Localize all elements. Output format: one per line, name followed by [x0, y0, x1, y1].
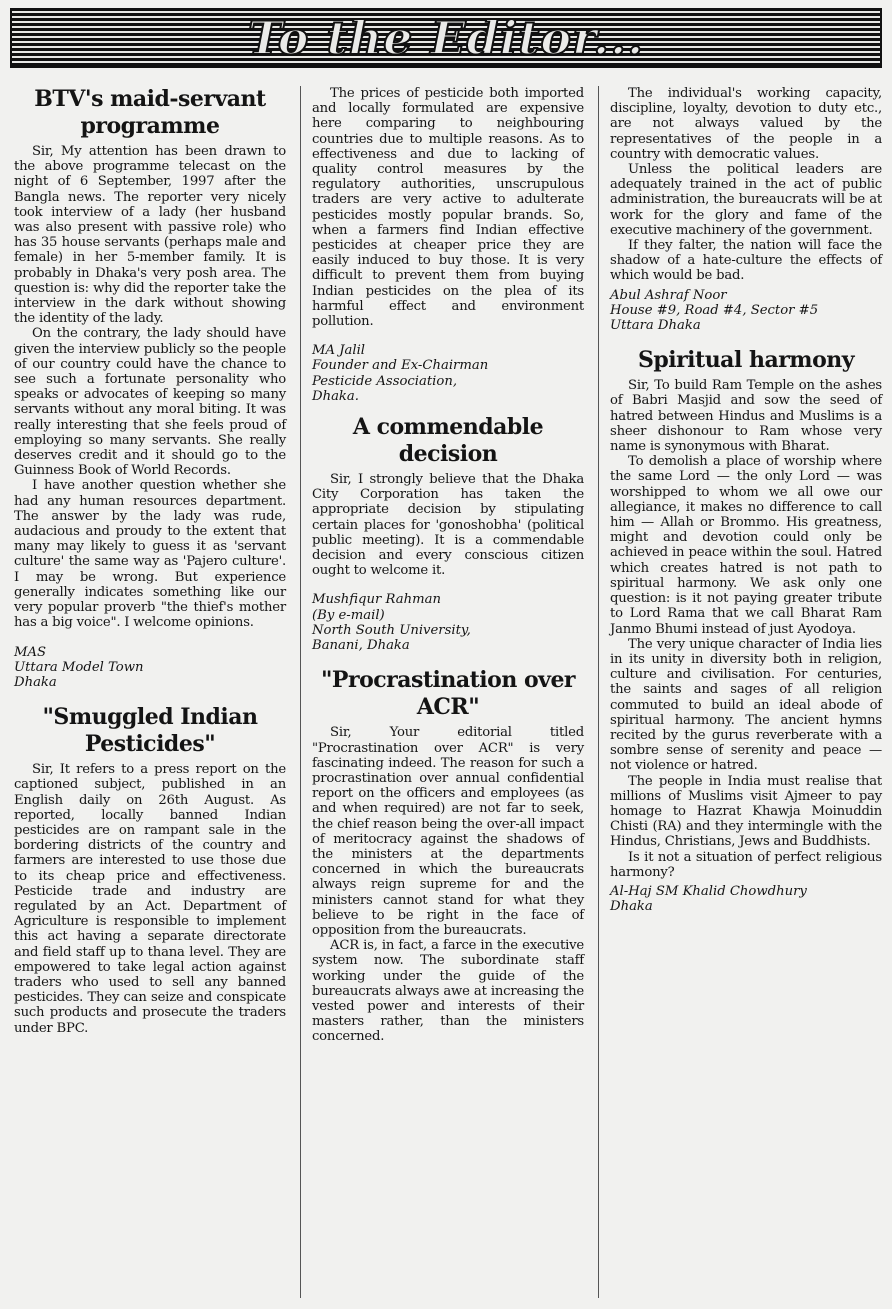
letter-signature [312, 343, 584, 404]
signature-line: Dhaka [14, 674, 57, 690]
letter-commendable-decision [312, 414, 584, 653]
letter-spiritual-harmony [610, 347, 882, 914]
signature-line: Pesticide Association, [312, 373, 458, 389]
signature-line: Banani, Dhaka [312, 638, 410, 654]
column-divider [300, 86, 301, 1298]
letter-headline: "Smuggled Indian Pesticides" [42, 704, 258, 758]
signature-line: Mushfiqur Rahman [312, 592, 441, 608]
signature-line: Founder and Ex-Chairman [312, 358, 489, 374]
signature-line: Abul Ashraf Noor [610, 287, 727, 303]
letter-paragraph: Sir, To build Ram Temple on the ashes of Babri Masjid and sow the seed of hatred between Hindus and Muslims is a sheer dishonour to Ram whose very name is synonymous with Bharat. [610, 378, 882, 455]
signature-line: (By e-mail) [312, 607, 385, 623]
letter-paragraph: Is it not a situation of perfect religious harmony? [610, 849, 882, 880]
letter-signature [610, 288, 882, 334]
letter-paragraph: The people in India must realise that millions of Muslims visit Ajmeer to pay homage to Hazrat Khawja Moinuddin Chisti (RA) and they intermingle with the Hindus, Christians, Jews and Buddhists. [610, 773, 882, 850]
signature-line: Dhaka. [312, 388, 359, 404]
signature-line: MAS [14, 644, 47, 660]
column-divider [598, 86, 599, 1298]
letter-paragraph: On the contrary, the lady should have given the interview publicly so the people of our country could have the chance to see such a fortunate personality who speaks or advocates of keeping so many servants without any moral biting. It was really interesting that she feels proud of employing so many servants. She really deserves credit and it should go to the Guinness Book of World Records. [14, 326, 286, 479]
letter-signature [610, 884, 882, 914]
letter-smuggled-pesticides-continued [312, 86, 584, 404]
letter-paragraph: The very unique character of India lies in its unity in diversity both in religion, culture and civilisation. For centuries, the saints and sages of all religion commuted to build an ideal abode of spiritual harmony. The ancient hymns recited by the gurus reverberate with a sombre sense of serenity and peace — not violence or hatred. [610, 636, 882, 774]
signature-line: Dhaka [610, 899, 653, 915]
letter-paragraph: Unless the political leaders are adequately trained in the act of public administration, the bureaucrats will be at work for the glory and fame of the executive machinery of the government. [610, 162, 882, 238]
letter-paragraph: The prices of pesticide both imported and locally formulated are expensive here comparing to neighbouring countries due to multiple reasons. As to effectiveness and due to lacking of quality control measures by the regulatory authorities, unscrupulous traders are very active to adulterate pesticides mostly popular brands. So, when a farmers find Indian effective pesticides at cheaper price they are easily induced to buy those. It is very difficult to prevent them from buying Indian pesticides on the plea of its harmful effect and environment pollution. [312, 86, 584, 330]
letter-smuggled-pesticides [14, 704, 286, 1036]
letter-signature [312, 592, 584, 653]
letter-paragraph: If they falter, the nation will face the shadow of a hate-culture the effects of which would be bad. [610, 238, 882, 284]
letter-procrastination-acr [312, 667, 584, 1044]
letter-paragraph: Sir, My attention has been drawn to the above programme telecast on the night of 6 September, 1997 after the Bangla news. The reporter very nicely took interview of a lady (her husband was also present with passive role) who has 35 house servants (perhaps male and female) in her 5-member family. It is probably in Dhaka's very posh area. The question is: why did the reporter take the interview in the dark without showing the identity of the lady. [14, 144, 286, 327]
signature-line: House #9, Road #4, Sector #5 [610, 302, 819, 318]
editor-banner [10, 8, 882, 68]
column-3 [610, 86, 882, 914]
letter-headline: A commendable decision [352, 414, 544, 468]
signature-line: North South University, [312, 622, 471, 638]
letter-btv-maid-servant [14, 86, 286, 690]
letter-paragraph: Sir, I strongly believe that the Dhaka City Corporation has taken the appropriate decision by stipulating certain places for 'gonoshobha' (political public meeting). It is a commendable decision and every conscious citizen ought to welcome it. [312, 472, 584, 579]
letter-paragraph: To demolish a place of worship where the same Lord — the only Lord — was worshipped to whom we all owe our allegiance, it makes no difference to call him — Allah or Brommo. His greatness, might and devotion could only be achieved in peace within the soul. Hatred which creates hatred is not path to spiritual harmony. We ask only one question: is it not paying greater tribute to Lord Rama that we call Bharat Ram Janmo Bhumi instead of just Ayodoya. [610, 454, 882, 637]
letter-headline: "Procrastination over ACR" [320, 667, 576, 721]
signature-line: Al-Haj SM Khalid Chowdhury [610, 883, 807, 899]
column-2 [312, 86, 584, 1045]
letter-paragraph: ACR is, in fact, a farce in the executive system now. The subordinate staff working under the guide of the bureaucrats always awe at increasing the vested power and interests of their masters rather, than the ministers concerned. [312, 938, 584, 1045]
column-1 [14, 86, 286, 1036]
letter-signature [14, 645, 286, 691]
signature-line: Uttara Model Town [14, 659, 144, 675]
signature-line: Uttara Dhaka [610, 318, 701, 334]
signature-line: MA Jalil [312, 343, 366, 359]
letter-headline: Spiritual harmony [637, 347, 855, 374]
letter-paragraph: I have another question whether she had any human resources department. The answer by the lady was rude, audacious and proudy to the extent that many may likely to guess it as 'servant culture' the same way as 'Pajero culture'. I may be wrong. But experience generally indicates something like our very popular proverb "the thief's mother has a big voice". I welcome opinions. [14, 478, 286, 631]
letter-paragraph: The individual's working capacity, discipline, loyalty, devotion to duty etc., are not always valued by the representatives of the people in a country with democratic values. [610, 86, 882, 162]
letter-paragraph: Sir, Your editorial titled "Procrastination over ACR" is very fascinating indeed. The reason for such a procrastination over annual confidential report on the officers and employees (as and when required) are not far to seek, the chief reason being the over-all impact of meritocracy against the shadows of the ministers at the departments concerned in which the bureaucrats always reign supreme for and the ministers cannot stand for what they believe to be right in the face of opposition from the bureaucrats. [312, 725, 584, 938]
banner-title: To the Editor... [247, 11, 645, 65]
letter-paragraph: Sir, It refers to a press report on the captioned subject, published in an English daily on 26th August. As reported, locally banned Indian pesticides are on rampant sale in the bordering districts of the country and farmers are interested to use those due to its cheap price and effectiveness. Pesticide trade and industry are regulated by an Act. Department of Agriculture is responsible to implement this act having a separate directorate and field staff up to thana level. They are empowered to take legal action against traders who used to sell any banned pesticides. They can seize and conspicate such products and prosecute the traders under BPC. [14, 762, 286, 1036]
letter-headline: BTV's maid-servant programme [34, 86, 266, 139]
letter-procrastination-acr-continued [610, 86, 882, 333]
